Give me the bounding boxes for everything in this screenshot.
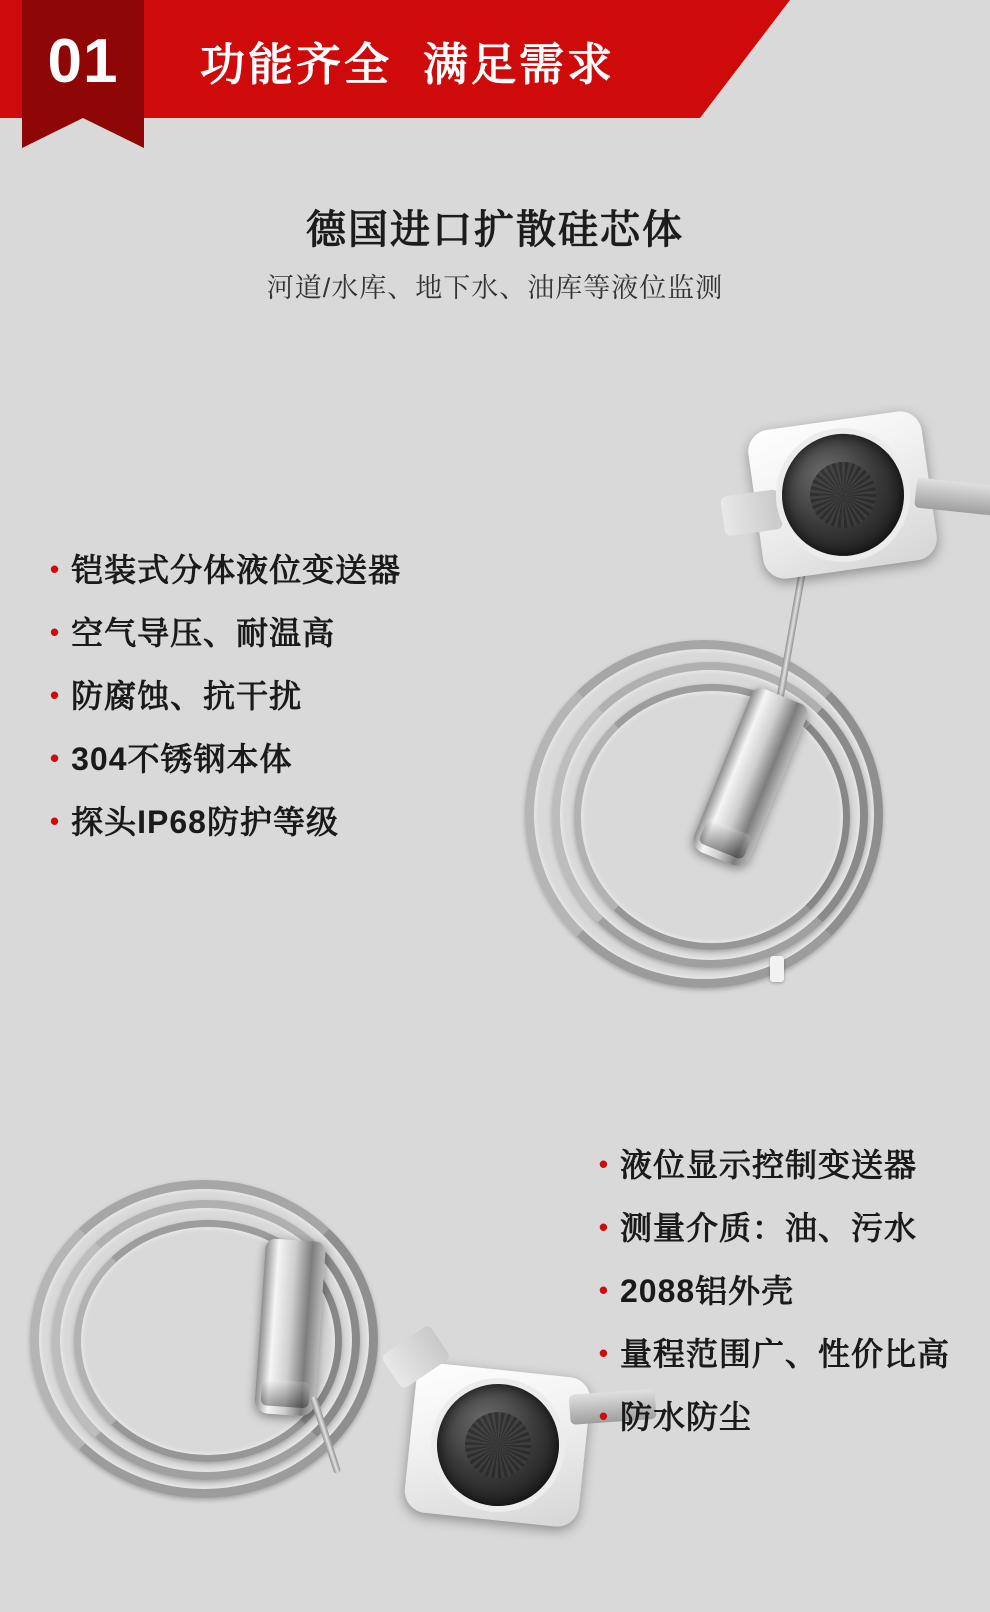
feature-label: 液位显示控制变送器: [619, 1147, 917, 1183]
bullet-icon: •: [598, 1401, 609, 1431]
feature-label: 2088铝外壳: [619, 1273, 795, 1309]
stainless-probe: [254, 1238, 326, 1417]
feature-label: 铠装式分体液位变送器: [71, 552, 402, 588]
header-section-number: 01: [47, 27, 119, 96]
list-item: [50, 671, 401, 717]
bullet-icon: •: [50, 617, 61, 647]
header-title: 功能齐全 满足需求: [200, 39, 616, 90]
housing-neck: [720, 489, 783, 537]
feature-label: 防腐蚀、抗干扰: [71, 678, 303, 714]
transmitter-housing: [403, 1361, 593, 1528]
product-image-bottom: [10, 1130, 610, 1600]
bullet-icon: •: [50, 806, 61, 836]
list-item: [599, 1392, 950, 1438]
feature-label: 量程范围广、性价比高: [619, 1336, 950, 1372]
product-image-top: [470, 400, 970, 1080]
list-item: [599, 1329, 950, 1375]
list-item: [50, 797, 401, 843]
list-item: [599, 1140, 950, 1186]
feature-label: 空气导压、耐温高: [71, 615, 336, 651]
list-item: [599, 1203, 950, 1249]
list-item: [599, 1266, 950, 1312]
cable-tie: [770, 956, 784, 982]
page-header: [0, 0, 990, 118]
bullet-icon: •: [50, 743, 61, 773]
feature-list-top: [50, 545, 401, 860]
feature-list-bottom: [599, 1140, 950, 1455]
housing-neck: [381, 1324, 451, 1390]
bullet-icon: •: [598, 1338, 609, 1368]
bullet-icon: •: [598, 1275, 609, 1305]
feature-label: 测量介质：油、污水: [619, 1210, 917, 1246]
feature-label: 防水防尘: [619, 1399, 752, 1435]
list-item: [50, 608, 401, 654]
transmitter-housing: [745, 409, 939, 582]
feature-label: 探头IP68防护等级: [71, 804, 339, 840]
feature-label: 304不锈钢本体: [71, 741, 293, 777]
section-title: 德国进口扩散硅芯体: [306, 208, 684, 252]
bullet-icon: •: [50, 554, 61, 584]
bullet-icon: •: [598, 1149, 609, 1179]
list-item: [50, 734, 401, 780]
bullet-icon: •: [598, 1212, 609, 1242]
cable-conduit: [914, 477, 990, 516]
section-subtitle: 河道/水库、地下水、油库等液位监测: [266, 273, 724, 303]
bullet-icon: •: [50, 680, 61, 710]
housing-cover-cap: [431, 1378, 565, 1512]
housing-cover-cap: [774, 426, 912, 564]
list-item: [50, 545, 401, 591]
